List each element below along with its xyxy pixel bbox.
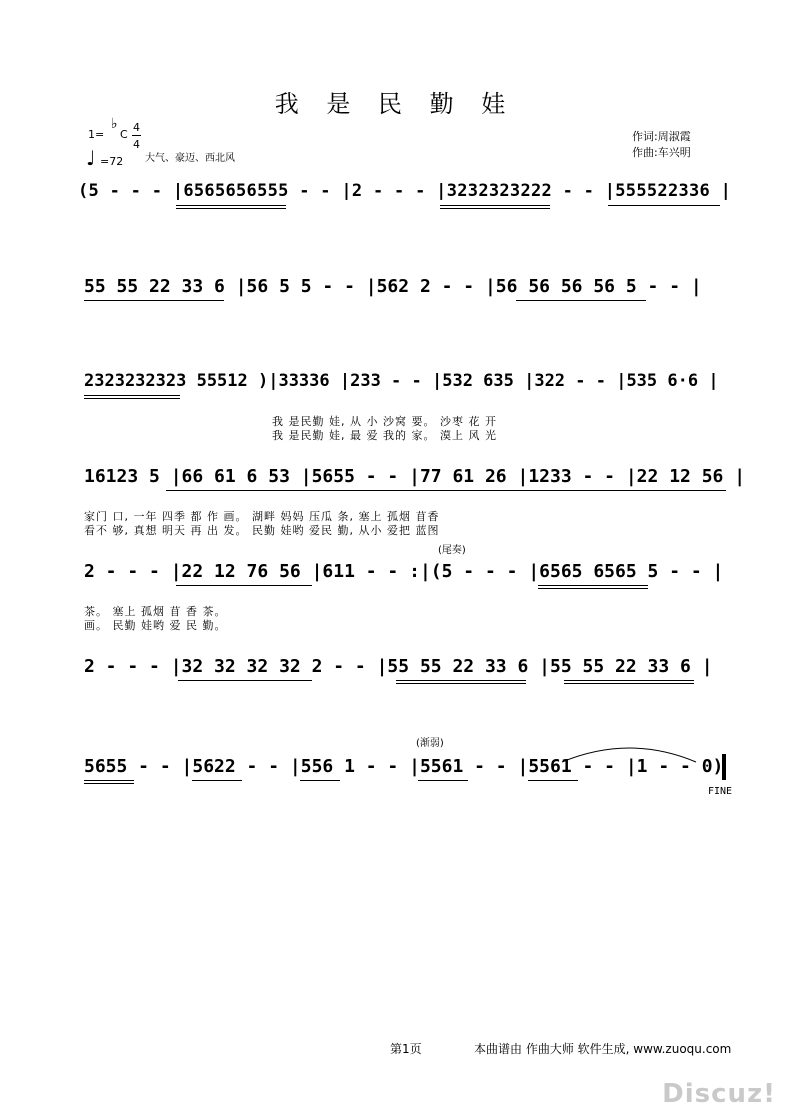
notation-line: 2 - - - |32 32 32 32 2 - - |55 55 22 33 6 |55 55 22 33 6 | [84, 656, 713, 677]
composer-credit: 作曲:车兴明 [632, 146, 691, 159]
notation-line: 16123 5 |66 61 6 53 |5655 - - |77 61 26 |1233 - - |22 12 56 | [84, 466, 746, 487]
score-row-6 [0, 650, 790, 690]
dynamic-marker: (渐弱) [416, 738, 444, 749]
beam-line [176, 205, 286, 206]
score-row-7 [0, 738, 790, 810]
final-barline [722, 754, 726, 780]
lyricist-credit: 作词:周淑霞 [632, 130, 691, 143]
beam-line [84, 780, 134, 781]
beam-line [528, 780, 578, 781]
notation-line: 55 55 22 33 6 |56 5 5 - - |562 2 - - |56 56 56 56 5 - - | [84, 276, 702, 297]
beam-line [178, 680, 312, 681]
time-signature-top: 4 [133, 121, 140, 134]
score-row-3 [0, 365, 790, 445]
score-row-2 [0, 270, 790, 310]
slur-arc [560, 744, 700, 764]
score-row-5 [0, 545, 790, 635]
key-note: C [120, 128, 128, 141]
beam-line [396, 680, 526, 681]
beam-line [538, 588, 648, 589]
page-title: 我 是 民 勤 娃 [274, 90, 516, 118]
lyric-line-2: 我 是民勤 娃, 最 爱 我的 家。 漠上 风 光 [272, 429, 497, 442]
flat-sign: ♭ [111, 116, 118, 132]
score-row-4 [0, 460, 790, 540]
page-number: 第1页 [390, 1042, 422, 1056]
beam-line [84, 398, 180, 399]
beam-line [516, 300, 646, 301]
beam-line [418, 780, 468, 781]
beam-line [84, 300, 224, 301]
style-note: 大气、豪迈、西北风 [145, 153, 235, 164]
notation-line: (5 - - - |6565656555 - - |2 - - - |3232323222 - - |555522336 | [78, 181, 732, 201]
lyric-line-1: 我 是民勤 娃, 从 小 沙窝 要。 沙枣 花 开 [272, 415, 497, 428]
beam-line [300, 780, 340, 781]
lyric-line-2: 看不 够, 真想 明天 再 出 发。 民勤 娃哟 爱民 勤, 从小 爱把 蓝图 [84, 524, 440, 537]
watermark-logo: Discuz! [662, 1079, 776, 1109]
quarter-note-icon: ♩ [86, 146, 96, 170]
section-marker: (尾奏) [438, 545, 466, 556]
beam-line [176, 585, 312, 586]
beam-line [440, 205, 550, 206]
generator-credit: 本曲谱由 作曲大师 软件生成, www.zuoqu.com [474, 1042, 732, 1056]
tempo-value: =72 [100, 155, 124, 168]
time-signature-line [132, 135, 141, 136]
time-signature-bottom: 4 [133, 138, 140, 151]
beam-line [396, 683, 526, 684]
lyric-line-1: 家门 口, 一年 四季 都 作 画。 湖畔 妈妈 压瓜 条, 塞上 孤烟 苜香 [84, 510, 440, 523]
beam-line [440, 208, 550, 209]
beam-line [564, 680, 694, 681]
notation-line: 2 - - - |22 12 76 56 |611 - - :|(5 - - - |6565 6565 5 - - | [84, 561, 724, 582]
beam-line [608, 205, 720, 206]
notation-line: 5655 - - |5622 - - |556 1 - - |5561 - - |5561 - - |1 - - 0) [84, 756, 724, 777]
beam-line [192, 780, 242, 781]
lyric-line-2: 画。 民勤 娃哟 爱 民 勤。 [84, 619, 227, 632]
beam-line [166, 490, 726, 491]
beam-line [538, 585, 648, 586]
beam-line [84, 783, 134, 784]
fine-marker: FINE [708, 786, 733, 797]
key-prefix: 1= [88, 128, 105, 141]
notation-line: 2323232323 55512 )|33336 |233 - - |532 635 |322 - - |535 6·6 | [84, 371, 719, 391]
beam-line [176, 208, 286, 209]
lyric-line-1: 茶。 塞上 孤烟 苜 香 茶。 [84, 605, 227, 618]
beam-line [84, 395, 180, 396]
score-row-1 [0, 175, 790, 215]
beam-line [564, 683, 694, 684]
